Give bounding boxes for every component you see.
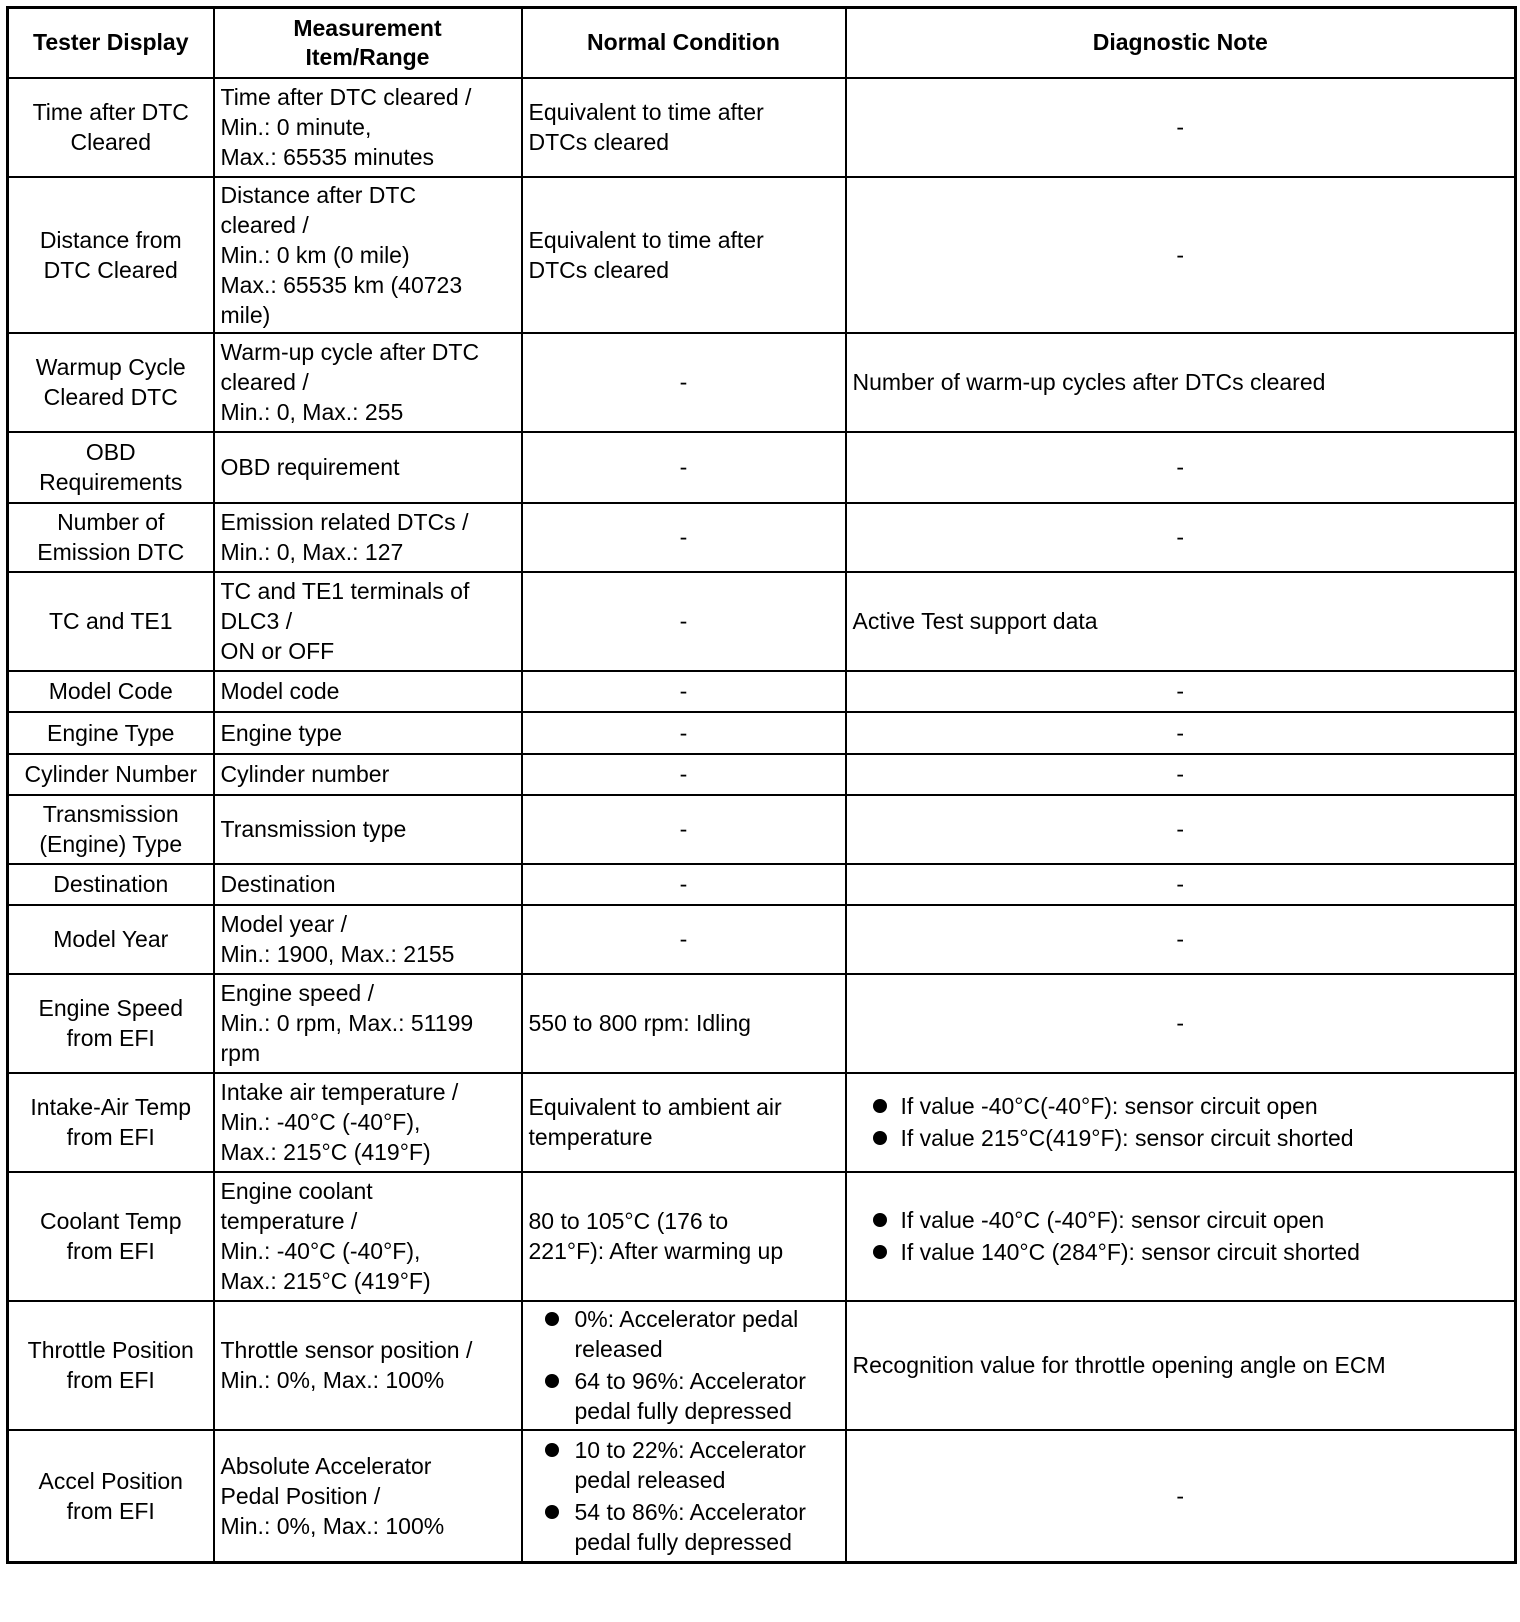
table-header-row: [8, 8, 1516, 78]
diagnostic-note-cell-text: -: [1176, 719, 1185, 746]
normal-condition-cell: [522, 864, 846, 905]
table-row: [8, 572, 1516, 671]
measurement-range-cell: [214, 333, 522, 432]
table-row: [8, 754, 1516, 795]
measurement-range-cell: [214, 905, 522, 974]
tester-display-cell-text: Intake-Air Temp from EFI: [30, 1094, 192, 1150]
diagnostic-note-cell-text: -: [1176, 114, 1185, 140]
table-row: [8, 1073, 1516, 1172]
bullet-dot-icon: [873, 1131, 887, 1145]
normal-condition-cell: [522, 177, 846, 333]
normal-condition-cell-text: -: [679, 926, 688, 952]
normal-condition-cell: [522, 1430, 846, 1563]
tester-display-cell-text: Distance from DTC Cleared: [39, 226, 182, 283]
measurement-range-cell-text: TC and TE1 terminals of DLC3 / ON or OFF: [220, 578, 470, 664]
table-row: [8, 712, 1516, 754]
tester-display-cell-text: Engine Speed from EFI: [38, 995, 183, 1051]
tester-display-cell: [8, 795, 214, 864]
bullet-item: [853, 1123, 1509, 1153]
bullet-text: If value -40°C(-40°F): sensor circuit open: [900, 1093, 1318, 1119]
bullet-item: [529, 1366, 839, 1426]
diagnostic-note-cell: [846, 1301, 1516, 1430]
diagnostic-note-cell: [846, 1172, 1516, 1301]
bullet-item: [853, 1091, 1509, 1121]
normal-condition-cell: [522, 78, 846, 177]
tester-display-cell: [8, 905, 214, 974]
normal-condition-cell: [522, 795, 846, 864]
bullet-dot-icon: [873, 1099, 887, 1113]
normal-condition-cell-bullet-list: [529, 1435, 839, 1557]
bullet-item: [529, 1304, 839, 1364]
measurement-range-cell: [214, 177, 522, 333]
header-diagnostic-note: Diagnostic Note: [846, 8, 1516, 78]
measurement-range-cell-text: Absolute Accelerator Pedal Position / Min.: 0%, Max.: 100%: [220, 1452, 445, 1539]
diagnostic-note-cell-text: -: [1176, 871, 1185, 897]
diagnostic-note-cell-text: -: [1176, 926, 1185, 952]
tester-display-cell-text: Throttle Position from EFI: [27, 1337, 194, 1393]
measurement-range-cell-text: Engine type: [220, 719, 342, 746]
diagnostic-note-cell: [846, 503, 1516, 572]
bullet-dot-icon: [545, 1374, 559, 1388]
measurement-range-cell: [214, 974, 522, 1073]
diagnostic-note-cell-text: -: [1176, 524, 1185, 550]
tester-display-cell-text: Model Code: [48, 678, 173, 704]
measurement-range-cell: [214, 1430, 522, 1563]
diagnostic-note-cell-text: -: [1176, 454, 1185, 480]
normal-condition-cell-text: -: [679, 608, 688, 634]
normal-condition-cell-bullet-list: [529, 1304, 839, 1426]
measurement-range-cell-text: Destination: [220, 871, 336, 897]
normal-condition-cell-text: 550 to 800 rpm: Idling: [528, 1010, 751, 1036]
bullet-text: 54 to 86%: Accelerator pedal fully depressed: [574, 1498, 806, 1555]
diagnostic-note-cell-text: -: [1176, 678, 1185, 704]
tester-display-cell-text: Engine Type: [47, 719, 175, 746]
bullet-dot-icon: [873, 1213, 887, 1227]
tester-display-cell: [8, 333, 214, 432]
diagnostic-note-cell: [846, 177, 1516, 333]
tester-display-cell-text: Destination: [53, 871, 169, 897]
normal-condition-cell: [522, 671, 846, 712]
diagnostic-note-cell-bullet-list: [853, 1091, 1509, 1153]
normal-condition-cell-text: -: [679, 454, 688, 480]
tester-display-cell: [8, 78, 214, 177]
normal-condition-cell: [522, 333, 846, 432]
diagnostic-note-cell-text: Recognition value for throttle opening angle on ECM: [852, 1352, 1386, 1378]
tester-display-cell: [8, 1430, 214, 1563]
normal-condition-cell-text: -: [679, 761, 688, 787]
normal-condition-cell-text: -: [679, 871, 688, 897]
bullet-dot-icon: [873, 1245, 887, 1259]
measurement-range-cell: [214, 1073, 522, 1172]
tester-display-cell-text: Coolant Temp from EFI: [40, 1208, 182, 1264]
bullet-text: 10 to 22%: Accelerator pedal released: [574, 1436, 806, 1493]
diagnostic-note-cell: [846, 974, 1516, 1073]
bullet-item: [853, 1205, 1509, 1235]
measurement-range-cell-text: Throttle sensor position / Min.: 0%, Max.: 100%: [220, 1337, 473, 1393]
bullet-dot-icon: [545, 1443, 559, 1457]
bullet-dot-icon: [545, 1312, 559, 1326]
normal-condition-cell: [522, 712, 846, 754]
bullet-text: If value 215°C(419°F): sensor circuit shorted: [900, 1125, 1354, 1151]
normal-condition-cell: [522, 1172, 846, 1301]
diagnostic-note-cell: [846, 1430, 1516, 1563]
table-row: [8, 78, 1516, 177]
normal-condition-cell-text: 80 to 105°C (176 to 221°F): After warming up: [528, 1208, 784, 1264]
diagnostic-note-cell-text: -: [1176, 1010, 1185, 1036]
table-row: [8, 864, 1516, 905]
bullet-item: [529, 1497, 839, 1557]
tester-display-cell-text: Warmup Cycle Cleared DTC: [35, 354, 186, 410]
measurement-range-cell: [214, 572, 522, 671]
normal-condition-cell: [522, 432, 846, 503]
diagnostic-note-cell: [846, 905, 1516, 974]
tester-display-cell: [8, 1172, 214, 1301]
measurement-range-cell: [214, 1172, 522, 1301]
measurement-range-cell: [214, 78, 522, 177]
table-row: [8, 974, 1516, 1073]
diagnostic-note-cell-text: -: [1176, 1482, 1185, 1509]
diagnostic-note-cell: [846, 864, 1516, 905]
measurement-range-cell: [214, 712, 522, 754]
table-row: [8, 177, 1516, 333]
diagnostic-note-cell: [846, 1073, 1516, 1172]
tester-display-cell: [8, 432, 214, 503]
measurement-range-cell-text: Engine coolant temperature / Min.: -40°C (-40°F), Max.: 215°C (419°F): [220, 1178, 431, 1294]
diagnostic-note-cell-text: Number of warm-up cycles after DTCs cleared: [852, 369, 1326, 395]
diagnostic-note-cell-text: -: [1176, 761, 1185, 787]
diagnostic-note-cell-text: -: [1176, 241, 1185, 268]
measurement-range-cell-text: Model code: [220, 678, 340, 704]
tester-display-cell: [8, 974, 214, 1073]
tester-display-cell-text: OBD Requirements: [39, 439, 183, 495]
measurement-range-cell: [214, 503, 522, 572]
tester-display-cell-text: Time after DTC Cleared: [32, 99, 189, 155]
normal-condition-cell-text: -: [679, 816, 688, 842]
normal-condition-cell: [522, 1301, 846, 1430]
header-normal-condition: Normal Condition: [522, 8, 846, 78]
tester-display-cell-text: Number of Emission DTC: [37, 509, 185, 565]
header-measurement-item-range: Measurement Item/Range: [214, 8, 522, 78]
table-row: [8, 1301, 1516, 1430]
normal-condition-cell-text: Equivalent to ambient air temperature: [528, 1094, 782, 1150]
measurement-range-cell-text: Engine speed / Min.: 0 rpm, Max.: 51199 rpm: [220, 980, 474, 1066]
measurement-range-cell: [214, 864, 522, 905]
normal-condition-cell: [522, 905, 846, 974]
normal-condition-cell: [522, 974, 846, 1073]
tester-display-cell: [8, 572, 214, 671]
diagnostic-note-cell: [846, 754, 1516, 795]
bullet-item: [853, 1237, 1509, 1267]
measurement-range-cell: [214, 1301, 522, 1430]
tester-display-cell-text: Cylinder Number: [24, 761, 198, 787]
table-row: [8, 905, 1516, 974]
bullet-text: 0%: Accelerator pedal released: [574, 1306, 799, 1362]
table-row: [8, 1172, 1516, 1301]
normal-condition-cell-text: -: [679, 524, 688, 550]
diagnostic-note-cell: [846, 432, 1516, 503]
diagnostic-note-cell: [846, 712, 1516, 754]
measurement-range-cell: [214, 432, 522, 503]
table-row: [8, 432, 1516, 503]
normal-condition-cell-text: -: [679, 369, 688, 395]
table-row: [8, 333, 1516, 432]
bullet-text: If value -40°C (-40°F): sensor circuit open: [900, 1207, 1325, 1233]
tester-display-cell: [8, 503, 214, 572]
diagnostic-note-cell: [846, 795, 1516, 864]
bullet-item: [529, 1435, 839, 1495]
measurement-range-cell: [214, 754, 522, 795]
table-body: [8, 78, 1516, 1563]
normal-condition-cell: [522, 572, 846, 671]
tester-display-cell-text: TC and TE1: [48, 608, 173, 634]
diagnostic-note-cell: [846, 78, 1516, 177]
measurement-range-cell-text: Transmission type: [220, 816, 407, 842]
diagnostic-note-cell: [846, 572, 1516, 671]
table-row: [8, 503, 1516, 572]
measurement-range-cell: [214, 795, 522, 864]
tester-display-cell-text: Transmission (Engine) Type: [39, 801, 183, 857]
normal-condition-cell-text: -: [679, 719, 688, 746]
tester-display-cell: [8, 671, 214, 712]
tester-display-cell-text: Accel Position from EFI: [38, 1467, 183, 1524]
normal-condition-cell-text: Equivalent to time after DTCs cleared: [528, 99, 764, 155]
measurement-range-cell-text: Warm-up cycle after DTC cleared / Min.: 0, Max.: 255: [220, 339, 480, 425]
tester-display-cell: [8, 754, 214, 795]
measurement-range-cell-text: Distance after DTC cleared / Min.: 0 km (0 mile) Max.: 65535 km (40723 mile): [220, 181, 463, 328]
table-row: [8, 795, 1516, 864]
bullet-dot-icon: [545, 1505, 559, 1519]
tester-display-table: [6, 6, 1517, 1564]
tester-display-cell: [8, 864, 214, 905]
bullet-text: If value 140°C (284°F): sensor circuit shorted: [900, 1239, 1360, 1265]
measurement-range-cell: [214, 671, 522, 712]
tester-display-cell: [8, 177, 214, 333]
diagnostic-note-cell-text: Active Test support data: [852, 608, 1098, 634]
diagnostic-note-cell-bullet-list: [853, 1205, 1509, 1267]
tester-display-cell: [8, 1073, 214, 1172]
diagnostic-note-cell: [846, 333, 1516, 432]
normal-condition-cell: [522, 754, 846, 795]
normal-condition-cell: [522, 503, 846, 572]
normal-condition-cell-text: -: [679, 678, 688, 704]
measurement-range-cell-text: Intake air temperature / Min.: -40°C (-40°F), Max.: 215°C (419°F): [220, 1079, 459, 1165]
bullet-text: 64 to 96%: Accelerator pedal fully depressed: [574, 1368, 806, 1424]
measurement-range-cell-text: Cylinder number: [220, 761, 390, 787]
measurement-range-cell-text: OBD requirement: [220, 454, 400, 480]
measurement-range-cell-text: Emission related DTCs / Min.: 0, Max.: 127: [220, 509, 469, 565]
normal-condition-cell: [522, 1073, 846, 1172]
normal-condition-cell-text: Equivalent to time after DTCs cleared: [528, 226, 764, 283]
header-tester-display: Tester Display: [8, 8, 214, 78]
measurement-range-cell-text: Model year / Min.: 1900, Max.: 2155: [220, 911, 455, 967]
measurement-range-cell-text: Time after DTC cleared / Min.: 0 minute, Max.: 65535 minutes: [220, 84, 472, 170]
tester-display-cell: [8, 1301, 214, 1430]
tester-display-cell-text: Model Year: [53, 926, 169, 952]
diagnostic-note-cell-text: -: [1176, 816, 1185, 842]
table-row: [8, 671, 1516, 712]
table-row: [8, 1430, 1516, 1563]
tester-display-cell: [8, 712, 214, 754]
diagnostic-note-cell: [846, 671, 1516, 712]
